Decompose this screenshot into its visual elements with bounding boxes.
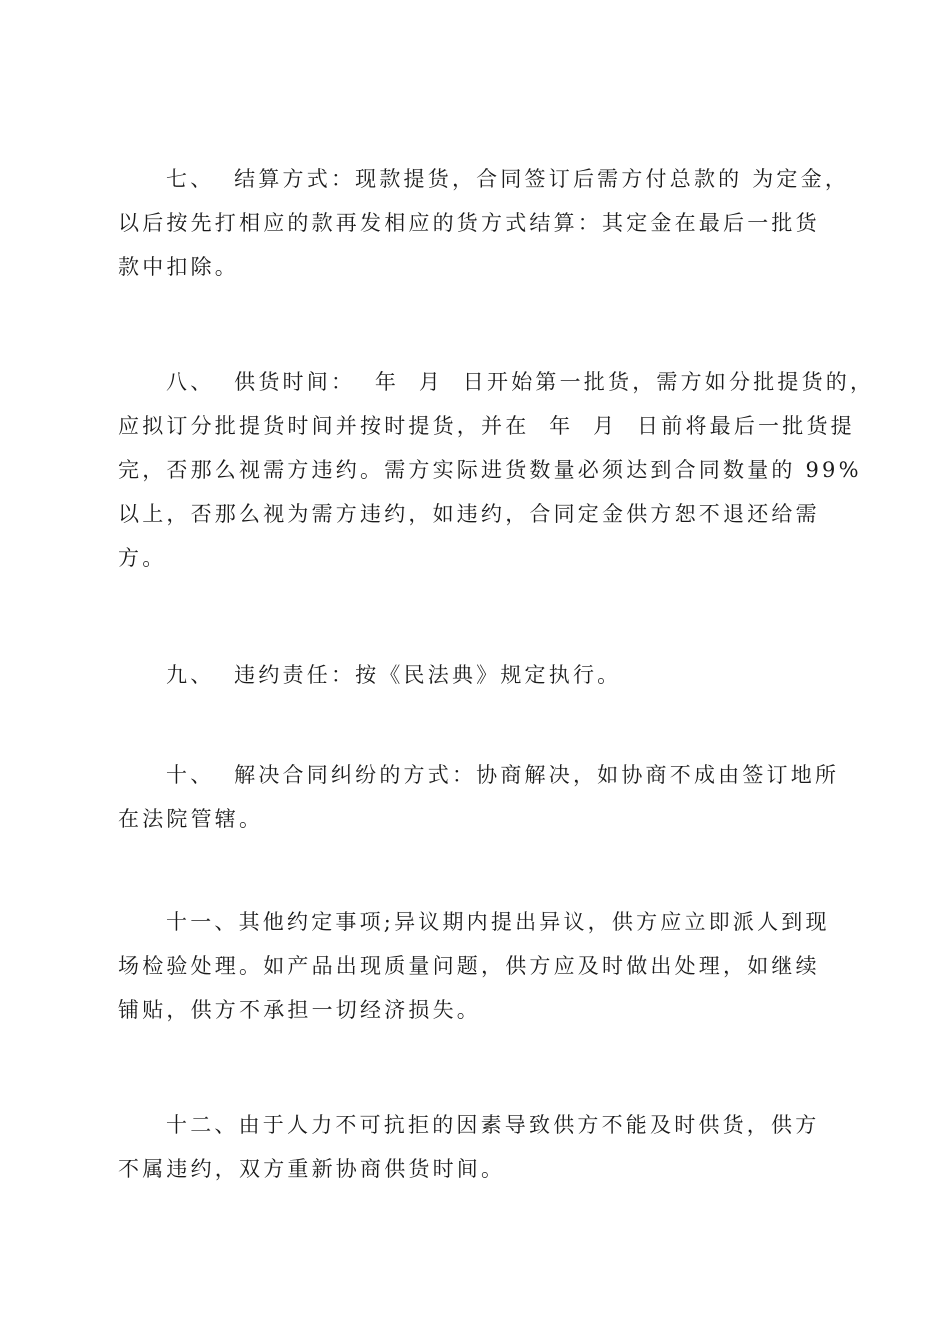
clause-11-other-terms	[118, 900, 834, 1032]
clause-9-liability	[118, 653, 834, 697]
clause-8-line-3: 完，否那么视需方违约。需方实际进货数量必须达到合同数量的 99%	[118, 458, 862, 482]
clause-7-settlement	[118, 157, 850, 289]
clause-12-force-majeure	[118, 1103, 834, 1191]
clause-7-line-3: 款中扣除。	[118, 255, 239, 279]
clause-11-line-1: 十一、其他约定事项;异议期内提出异议，供方应立即派人到现	[166, 910, 830, 934]
clause-8-delivery-time	[118, 360, 875, 580]
clause-10-dispute-resolution	[118, 753, 840, 841]
clause-11-line-2: 场检验处理。如产品出现质量问题，供方应及时做出处理，如继续	[118, 954, 820, 978]
clause-12-line-1: 十二、由于人力不可抗拒的因素导致供方不能及时供货，供方	[166, 1113, 820, 1137]
clause-10-line-1: 十、 解决合同纠纷的方式：协商解决，如协商不成由签订地所	[166, 763, 840, 787]
clause-8-line-1: 八、 供货时间： 年 月 日开始第一批货，需方如分批提货的，	[166, 370, 875, 394]
clause-8-line-4: 以上，否那么视为需方违约，如违约，合同定金供方恕不退还给需	[118, 502, 820, 526]
clause-10-line-2: 在法院管辖。	[118, 807, 264, 831]
clause-11-line-3: 铺贴，供方不承担一切经济损失。	[118, 998, 481, 1022]
clause-7-line-1: 七、 结算方式：现款提货，合同签订后需方付总款的 为定金，	[166, 167, 850, 191]
clause-9-line-1: 九、 违约责任：按《民法典》规定执行。	[166, 663, 622, 687]
clause-8-line-5: 方。	[118, 546, 167, 570]
clause-8-line-2: 应拟订分批提货时间并按时提货，并在 年 月 日前将最后一批货提	[118, 414, 855, 438]
clause-12-line-2: 不属违约，双方重新协商供货时间。	[118, 1157, 506, 1181]
clause-7-line-2: 以后按先打相应的款再发相应的货方式结算：其定金在最后一批货	[118, 211, 820, 235]
